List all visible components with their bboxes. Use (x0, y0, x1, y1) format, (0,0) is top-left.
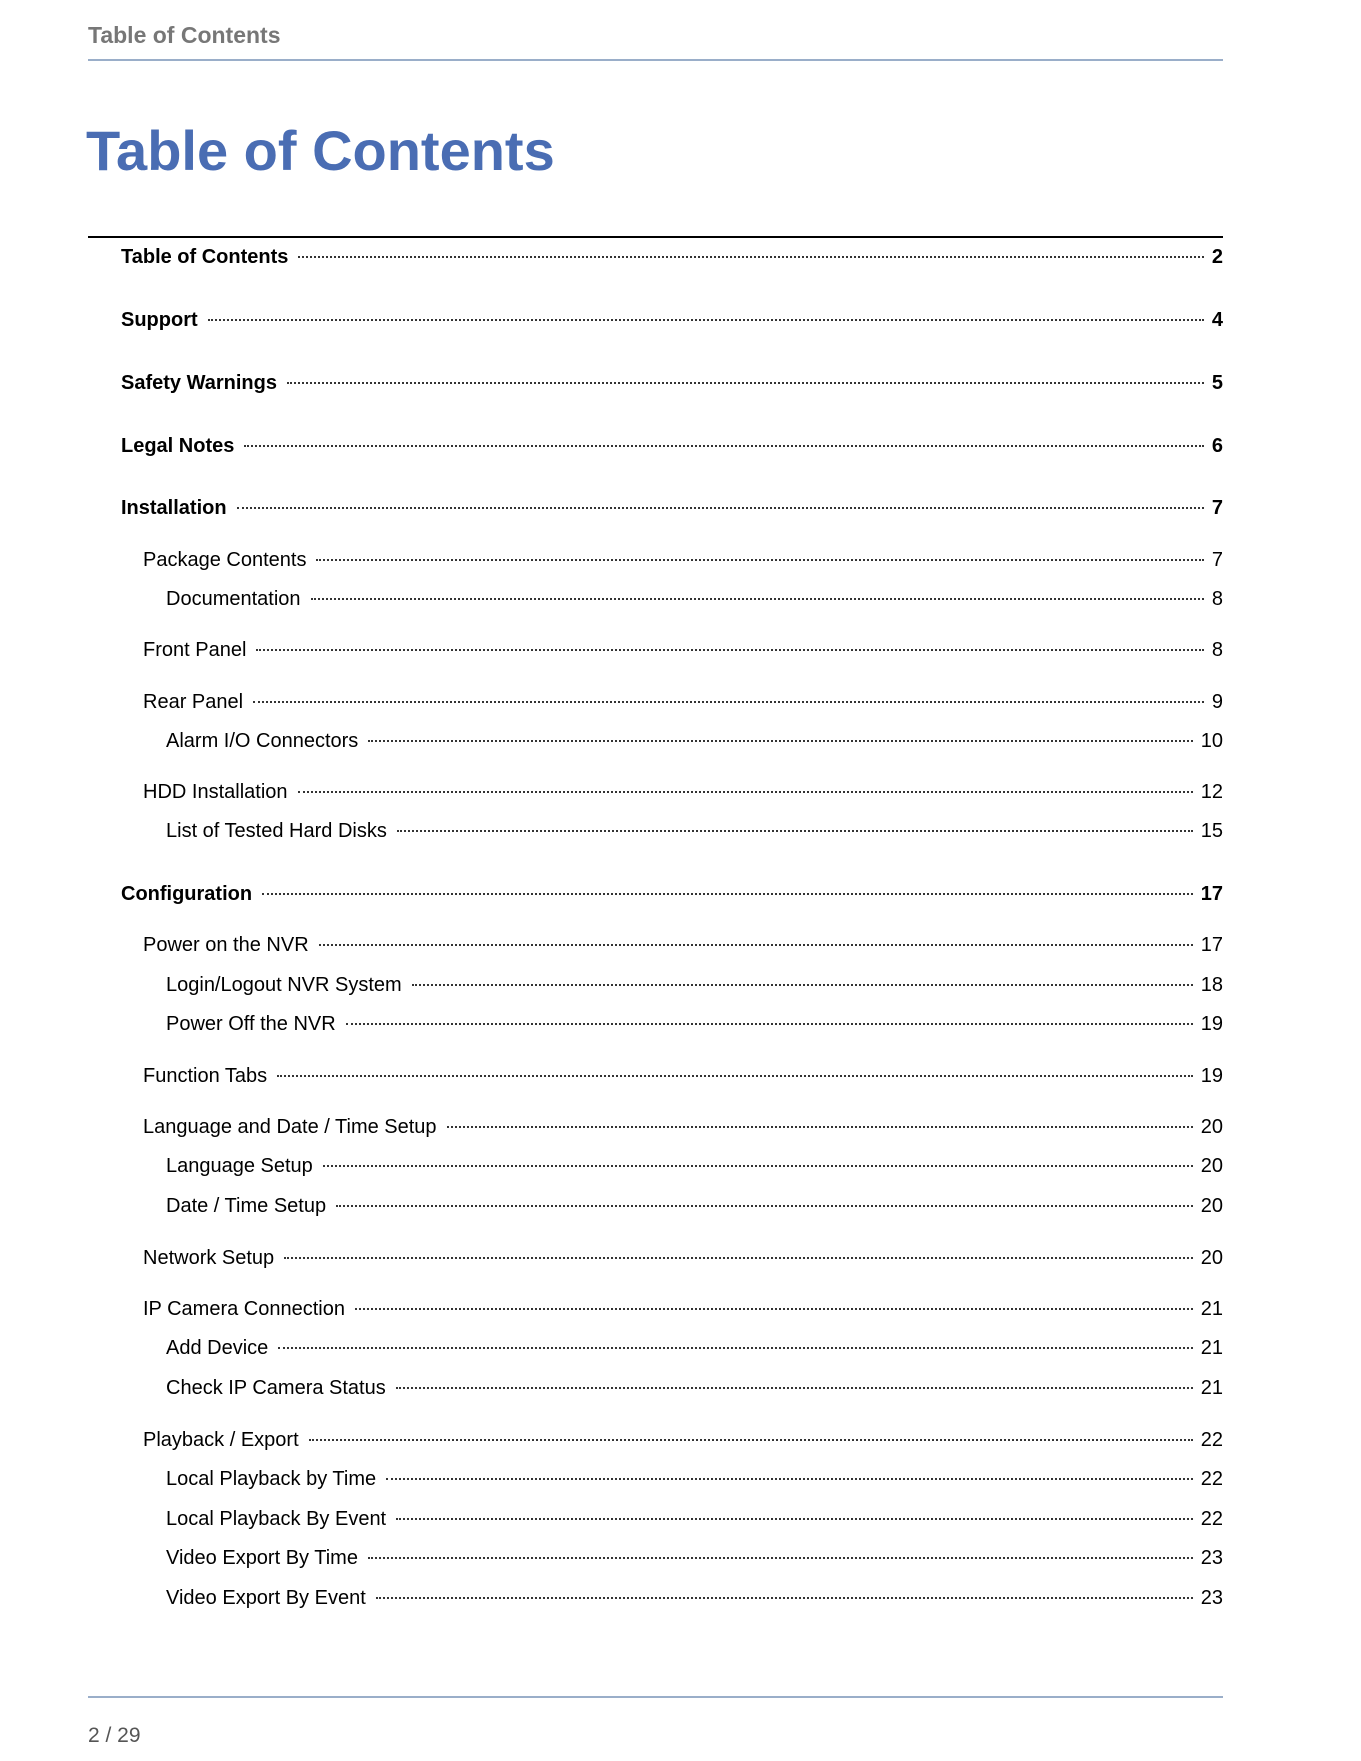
toc-entry-label: Safety Warnings (121, 372, 277, 394)
toc-dot-leader (355, 1308, 1193, 1310)
toc-entry[interactable] (166, 1151, 1223, 1181)
toc-entry-page: 7 (1211, 497, 1223, 519)
toc-entry-label: Video Export By Event (166, 1587, 366, 1609)
toc-entry[interactable] (121, 493, 1223, 523)
toc-entry[interactable] (166, 726, 1223, 756)
toc-entry-label: Support (121, 309, 198, 331)
toc-entry-label: Video Export By Time (166, 1547, 358, 1569)
toc-entry[interactable] (143, 1425, 1223, 1455)
toc-entry-label: Language Setup (166, 1155, 313, 1177)
running-header: Table of Contents (88, 22, 281, 48)
toc-entry-page: 19 (1200, 1013, 1223, 1035)
toc-entry[interactable] (143, 1112, 1223, 1142)
toc-entry-page: 17 (1200, 883, 1223, 905)
toc-entry-label: Date / Time Setup (166, 1195, 327, 1217)
toc-entry[interactable] (121, 242, 1223, 272)
toc-entry-label: Language and Date / Time Setup (143, 1116, 437, 1138)
toc-entry-label: Table of Contents (121, 246, 289, 268)
toc-entry-label: Function Tabs (143, 1065, 268, 1087)
toc-entry-label: Add Device (166, 1337, 269, 1359)
toc-dot-leader (412, 984, 1193, 986)
toc-entry[interactable] (121, 879, 1223, 909)
toc-entry-page: 20 (1200, 1116, 1223, 1138)
toc-entry-label: Documentation (166, 588, 301, 610)
toc-entry-page: 12 (1200, 781, 1223, 803)
toc-dot-leader (278, 1347, 1192, 1349)
toc-entry[interactable] (143, 930, 1223, 960)
toc-entry-page: 10 (1200, 730, 1223, 752)
toc-entry[interactable] (166, 1583, 1223, 1613)
toc-entry-page: 19 (1200, 1065, 1223, 1087)
toc-entry-page: 20 (1200, 1247, 1223, 1269)
toc-entry-label: Legal Notes (121, 435, 235, 457)
toc-dot-leader (368, 1557, 1193, 1559)
toc-entry[interactable] (166, 1373, 1223, 1403)
toc-entry-page: 2 (1211, 246, 1223, 268)
toc-entry-page: 18 (1200, 974, 1223, 996)
toc-entry-label: Local Playback By Event (166, 1508, 387, 1530)
toc-entry-page: 22 (1200, 1429, 1223, 1451)
toc-entry[interactable] (143, 1243, 1223, 1273)
toc-entry[interactable] (166, 970, 1223, 1000)
toc-entry-page: 8 (1211, 588, 1223, 610)
toc-entry-page: 22 (1200, 1468, 1223, 1490)
toc-entry-page: 4 (1211, 309, 1223, 331)
toc-dot-leader (287, 382, 1204, 384)
toc-entry-label: List of Tested Hard Disks (166, 820, 387, 842)
toc-entry-page: 7 (1211, 549, 1223, 571)
toc-dot-leader (319, 944, 1193, 946)
toc-dot-leader (346, 1023, 1193, 1025)
toc-entry-label: Login/Logout NVR System (166, 974, 402, 996)
toc-entry[interactable] (166, 1191, 1223, 1221)
toc-dot-leader (237, 507, 1204, 509)
toc-entry-page: 15 (1200, 820, 1223, 842)
toc-dot-leader (253, 701, 1204, 703)
toc-dot-leader (256, 649, 1203, 651)
toc-entry[interactable] (166, 1504, 1223, 1534)
toc-dot-leader (376, 1597, 1193, 1599)
table-of-contents (88, 0, 1223, 1700)
toc-dot-leader (311, 598, 1204, 600)
toc-entry-label: HDD Installation (143, 781, 288, 803)
toc-entry[interactable] (143, 545, 1223, 575)
toc-entry-page: 5 (1211, 372, 1223, 394)
toc-entry[interactable] (143, 1061, 1223, 1091)
toc-entry-page: 6 (1211, 435, 1223, 457)
toc-entry[interactable] (166, 584, 1223, 614)
toc-entry-page: 23 (1200, 1587, 1223, 1609)
toc-entry[interactable] (166, 1543, 1223, 1573)
page-number: 2 / 29 (88, 1724, 141, 1747)
toc-entry[interactable] (166, 1333, 1223, 1363)
toc-entry[interactable] (121, 305, 1223, 335)
toc-entry-label: Power on the NVR (143, 934, 309, 956)
toc-dot-leader (284, 1257, 1193, 1259)
toc-entry-label: Local Playback by Time (166, 1468, 377, 1490)
page-title: Table of Contents (86, 119, 555, 182)
toc-entry-page: 21 (1200, 1377, 1223, 1399)
toc-entry-page: 8 (1211, 639, 1223, 661)
toc-dot-leader (262, 893, 1193, 895)
toc-entry-label: Power Off the NVR (166, 1013, 336, 1035)
toc-entry-label: Configuration (121, 883, 253, 905)
toc-dot-leader (309, 1439, 1193, 1441)
toc-entry[interactable] (121, 368, 1223, 398)
toc-dot-leader (316, 559, 1203, 561)
toc-entry[interactable] (143, 687, 1223, 717)
toc-dot-leader (397, 830, 1193, 832)
toc-entry-page: 21 (1200, 1298, 1223, 1320)
toc-entry[interactable] (166, 816, 1223, 846)
toc-dot-leader (447, 1126, 1193, 1128)
toc-entry-label: IP Camera Connection (143, 1298, 345, 1320)
toc-entry-label: Rear Panel (143, 691, 244, 713)
toc-entry-page: 20 (1200, 1195, 1223, 1217)
toc-entry-page: 20 (1200, 1155, 1223, 1177)
toc-entry[interactable] (143, 777, 1223, 807)
toc-dot-leader (396, 1387, 1193, 1389)
toc-entry-label: Check IP Camera Status (166, 1377, 386, 1399)
toc-dot-leader (208, 319, 1204, 321)
toc-dot-leader (298, 256, 1203, 258)
toc-dot-leader (396, 1518, 1193, 1520)
toc-entry-label: Installation (121, 497, 227, 519)
toc-entry[interactable] (166, 1009, 1223, 1039)
toc-entry[interactable] (143, 635, 1223, 665)
toc-entry-page: 23 (1200, 1547, 1223, 1569)
toc-entry-label: Front Panel (143, 639, 247, 661)
toc-dot-leader (368, 740, 1192, 742)
toc-dot-leader (323, 1165, 1193, 1167)
toc-dot-leader (244, 445, 1204, 447)
toc-dot-leader (336, 1205, 1193, 1207)
toc-entry-label: Network Setup (143, 1247, 275, 1269)
toc-dot-leader (277, 1075, 1193, 1077)
footer-divider (88, 1696, 1223, 1698)
toc-entry[interactable] (143, 1294, 1223, 1324)
toc-entry-label: Package Contents (143, 549, 307, 571)
toc-dot-leader (298, 791, 1193, 793)
toc-entry-page: 22 (1200, 1508, 1223, 1530)
toc-entry-page: 9 (1211, 691, 1223, 713)
toc-entry-label: Alarm I/O Connectors (166, 730, 359, 752)
toc-entry-label: Playback / Export (143, 1429, 299, 1451)
toc-dot-leader (386, 1478, 1193, 1480)
toc-entry[interactable] (166, 1464, 1223, 1494)
toc-entry[interactable] (121, 431, 1223, 461)
toc-entry-page: 17 (1200, 934, 1223, 956)
toc-entry-page: 21 (1200, 1337, 1223, 1359)
